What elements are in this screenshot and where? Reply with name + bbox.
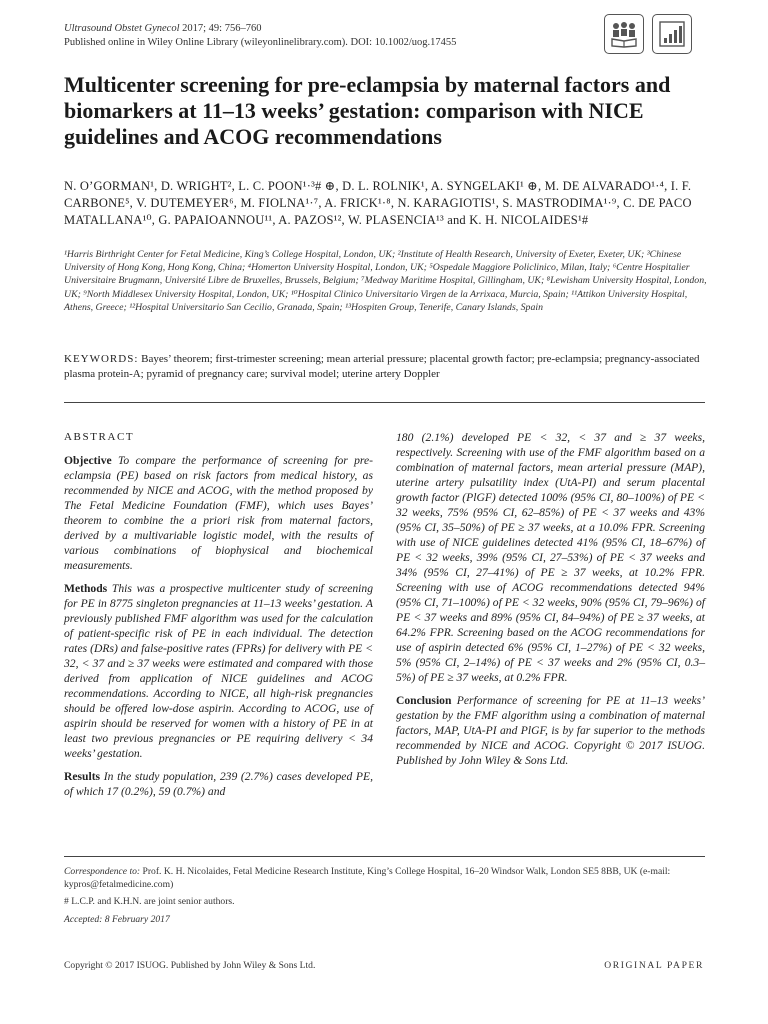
results-label: Results [64, 770, 101, 783]
abstract-heading: ABSTRACT [64, 431, 135, 443]
abstract-methods [64, 581, 373, 761]
objective-text: To compare the performance of screening for pre-eclampsia (PE) based on risk factors from medical history, as recommended by NICE and ACOG, with the method proposed by The Fetal Medicine Foundation (FMF), which uses Bayes’ theorem to combine the a priori risk from maternal factors, derived by a multivariable logistic model, with the results of various combinations of biophysical and biochemical measurements. [64, 454, 373, 572]
keywords [64, 352, 709, 382]
header-icons [604, 14, 692, 54]
journal-name: Ultrasound Obstet Gynecol [64, 23, 180, 34]
article-type: ORIGINAL PAPER [604, 960, 704, 971]
abstract-conclusion [396, 693, 705, 768]
journal-header [64, 22, 456, 50]
results-text-part2: 180 (2.1%) developed PE < 32, < 37 and ≥ 37 weeks, respectively. Screening with use of the FMF algorithm based on a combination of maternal factors, mean arterial pressure (MAP), uterine artery pulsatility index (UtA-PI) and serum placental growth factor (PlGF) detected 100% (95% CI, 80–100%) of PE < 32 weeks, 75% (95% CI, 62–85%) of PE < 37 weeks and 43% (95% CI, 35–50%) of PE ≥ 37 weeks, at a 10.0% FPR. Screening with use of NICE guidelines detected 41% (95% CI, 18–67%) of PE < 32 weeks, 39% (95% CI, 27–53%) of PE < 37 weeks and 34% (95% CI, 27–41%) of PE ≥ 37 weeks, at 10.2% FPR. Screening with use of ACOG recommendations detected 94% (95% CI, 71–100%) of PE < 32 weeks, 90% (95% CI, 79–96%) of PE < 37 weeks and 89% (95% CI, 84–94%) of PE ≥ 37 weeks, at 64.2% FPR. Screening based on the ACOG recommendations for use of aspirin detected 6% (95% CI, 1–27%) of PE < 32 weeks, 5% (95% CI, 2–14%) of PE < 37 weeks and 2% (95% CI, 0.3–5%) of PE ≥ 37 weeks, at 0.2% FPR. [396, 431, 705, 684]
conclusion-label: Conclusion [396, 694, 452, 707]
conclusion-text: Performance of screening for PE at 11–13 weeks’ gestation by the FMF algorithm using a combination of maternal factors, MAP, UtA-PI and PlGF, is by far superior to the methods recommended by NICE and ACOG. Copyright © 2017 ISUOG. Published by John Wiley & Sons Ltd. [396, 694, 705, 767]
correspondence [64, 866, 705, 891]
methods-label: Methods [64, 582, 108, 595]
objective-label: Objective [64, 454, 112, 467]
footnotes [64, 866, 705, 931]
author-list: N. O’GORMAN¹, D. WRIGHT², L. C. POON¹·³# ⊕, D. L. ROLNIK¹, A. SYNGELAKI¹ ⊕, M. DE ALVARADO¹·⁴, I. F. CARBONE⁵, V. DUTEMEYER⁶, M. FIOLNA¹·⁷, A. FRICK¹·⁸, N. KARAGIOTIS¹, S. MASTRODIMA¹·⁹, C. DE PACO MATALLANA¹⁰, G. PAPAIOANNOU¹¹, A. PAZOS¹², W. PLASENCIA¹³ and K. H. NICOLAIDES¹# [64, 179, 692, 227]
correspondence-text: Prof. K. H. Nicolaides, Fetal Medicine Research Institute, King’s College Hospital, 16–20 Windsor Walk, London SE5 8BB, UK (e-mail: kypros@fetalmedicine.com) [64, 866, 671, 890]
joint-authors-note: # L.C.P. and K.H.N. are joint senior authors. [64, 896, 235, 908]
abstract-objective [64, 453, 373, 573]
footnote-divider [64, 856, 705, 857]
accepted-date: Accepted: 8 February 2017 [64, 913, 170, 925]
footer-copyright: Copyright © 2017 ISUOG. Published by John Wiley & Sons Ltd. [64, 960, 316, 971]
keywords-text: Bayes’ theorem; first-trimester screening; mean arterial pressure; placental growth factor; pre-eclampsia; pregnancy-associated plasma protein-A; pyramid of pregnancy care; survival model; uterine artery Doppler [64, 353, 700, 380]
keywords-label: KEYWORDS: [64, 353, 139, 365]
methods-text: This was a prospective multicenter study of screening for PE in 8775 singleton pregnancies at 11–13 weeks’ gestation. A previously published FMF algorithm was used for the calculation of patient-specific risk of PE in each individual. The detection rates (DRs) and false-positive rates (FPRs) for delivery with PE < 32, < 37 and ≥ 37 weeks were estimated and compared with those derived from application of NICE guidelines and ACOG recommendations. According to NICE, all high-risk pregnancies should be offered low-dose aspirin. According to ACOG, use of aspirin should be reserved for women with a history of PE in at least two previous pregnancies or PE requiring delivery < 34 weeks’ gestation. [64, 582, 373, 760]
results-text-part1: In the study population, 239 (2.7%) cases developed PE, of which 17 (0.2%), 59 (0.7%) and [64, 770, 373, 798]
correspondence-label: Correspondence to: [64, 866, 141, 877]
abstract-results-start [64, 769, 373, 799]
top-divider [64, 402, 705, 403]
bar-chart-icon[interactable] [652, 14, 692, 54]
abstract-results-continued [396, 430, 705, 685]
published-online-text: Published online in Wiley Online Library (wileyonlinelibrary.com). [64, 37, 348, 48]
abstract-right-column [396, 430, 705, 776]
article-title: Multicenter screening for pre-eclampsia by maternal factors and biomarkers at 11–13 weeks’ gestation: comparison with NICE guidelines and ACOG recommendations [64, 72, 671, 149]
journal-club-icon[interactable] [604, 14, 644, 54]
journal-citation: 2017; 49: 756–760 [182, 23, 262, 34]
abstract-left-column [64, 430, 373, 807]
doi-link[interactable]: DOI: 10.1002/uog.17455 [350, 37, 457, 48]
affiliations: ¹Harris Birthright Center for Fetal Medicine, King’s College Hospital, London, UK; ²Institute of Health Research, University of Exeter, Exeter, UK; ³Chinese University of Hong Kong, Hong Kong, China; ⁴Homerton University Hospital, London, UK; ⁵Ospedale Maggiore Policlinico, Milan, Italy; ⁶Centre Hospitalier Universitaire Brugmann, Université Libre de Bruxelles, Brussels, Belgium; ⁷Medway Maritime Hospital, Gillingham, UK; ⁸Lewisham University Hospital, London, UK; ⁹North Middlesex University Hospital, London, UK; ¹⁰Hospital Clinico Universitario Virgen de la Arrixaca, Murcia, Spain; ¹¹Attikon University Hospital, Athens, Greece; ¹²Hospital Universitario San Cecilio, Granada, Spain; ¹³Hospiten Group, Tenerife, Canary Islands, Spain [64, 249, 707, 313]
